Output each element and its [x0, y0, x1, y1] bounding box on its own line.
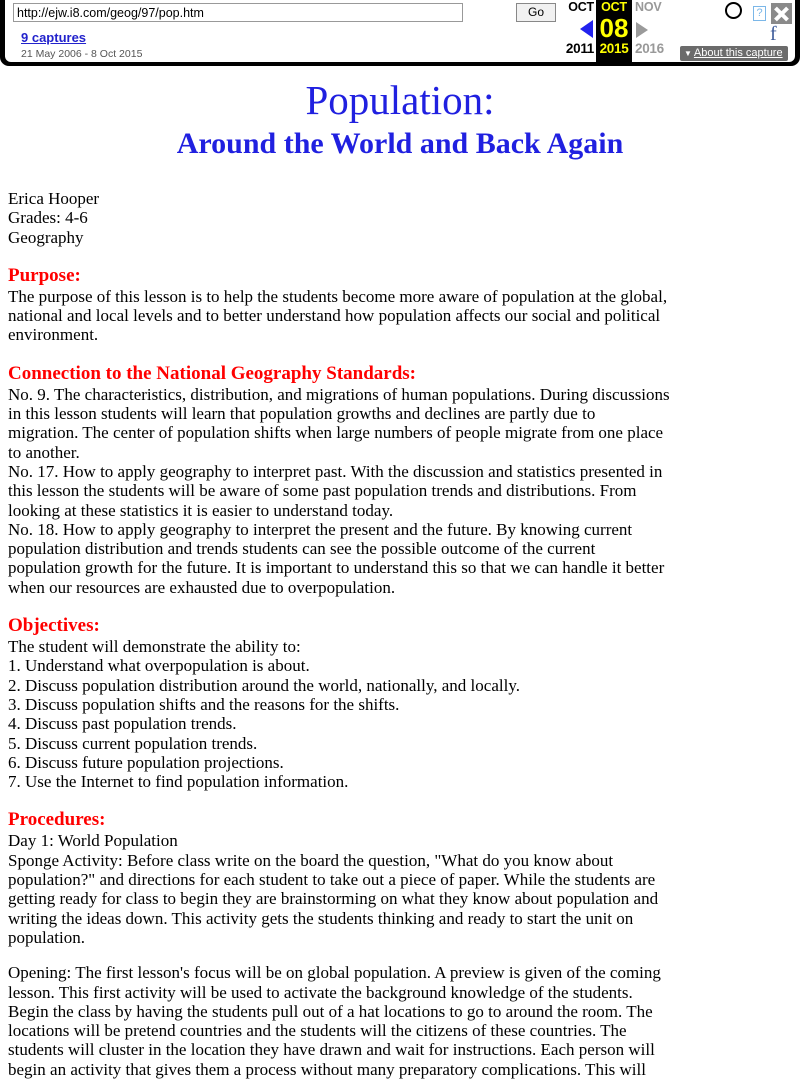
previous-month-label: OCT [568, 0, 594, 14]
current-year-label: 2015 [599, 41, 629, 56]
sponge-line: getting ready for class to begin they are brainstorming on what they know about population and [8, 889, 659, 909]
facebook-icon[interactable]: f [770, 23, 777, 45]
previous-year-label: 2011 [565, 41, 594, 56]
list-item: 1. Understand what overpopulation is about. [8, 656, 310, 676]
standards-line: when our resources are exhausted due to overpopulation. [8, 577, 396, 597]
url-input[interactable] [13, 3, 463, 22]
title-block [0, 76, 800, 161]
chevron-down-icon: ▼ [684, 49, 692, 58]
wayback-toolbar-inner [5, 0, 795, 62]
day-label: Day 1: World Population [8, 831, 178, 851]
author-name: Erica Hooper [8, 189, 100, 208]
wayback-toolbar [0, 0, 800, 66]
list-item: 3. Discuss population shifts and the reasons for the shifts. [8, 694, 400, 714]
purpose-line: national and local levels and to better understand how population affects our social and political [8, 306, 661, 326]
standards-line: migration. The center of population shifts when large numbers of people migrate from one place [8, 423, 664, 443]
go-button[interactable]: Go [516, 3, 556, 22]
list-item: 6. Discuss future population projections. [8, 752, 284, 772]
objectives-body [8, 637, 800, 791]
purpose-line: The purpose of this lesson is to help the students become more aware of population at the global, [8, 286, 668, 306]
opening-line: Opening: The first lesson's focus will be on global population. A preview is given of the coming [8, 963, 661, 983]
opening-line: begin an activity that gives them a process without many preparatory complications. This will [8, 1059, 646, 1079]
standards-line: No. 18. How to apply geography to interpret the present and the future. By knowing current [8, 519, 633, 539]
byline-block [8, 189, 800, 247]
procedures-heading: Procedures: [8, 809, 106, 831]
next-month-label: NOV [635, 0, 662, 14]
standards-heading: Connection to the National Geography Standards: [8, 362, 416, 384]
list-item: 7. Use the Internet to find population information. [8, 772, 349, 792]
page-title: Population: [305, 77, 495, 123]
previous-capture-arrow-icon[interactable] [580, 20, 593, 38]
standards-body [8, 385, 800, 597]
list-item: 2. Discuss population distribution around the world, nationally, and locally. [8, 675, 520, 695]
about-this-capture-label: About this capture [693, 47, 783, 59]
objectives-intro: The student will demonstrate the ability to: [8, 637, 301, 657]
purpose-heading: Purpose: [8, 264, 81, 286]
previous-capture-column[interactable] [558, 0, 596, 62]
date-navigator [558, 0, 685, 62]
current-capture-column[interactable] [596, 0, 632, 62]
standards-line: this lesson the students will be aware of some past population trends and distributions. From [8, 481, 637, 501]
capture-date-range: 21 May 2006 - 8 Oct 2015 [21, 48, 143, 60]
standards-line: in this lesson students will learn that population growths and declines are partly due to [8, 404, 596, 424]
close-icon[interactable] [771, 3, 792, 24]
about-this-capture-button[interactable] [680, 46, 788, 61]
next-capture-arrow-icon[interactable] [636, 22, 648, 38]
standards-line: population growth for the future. It is important to understand this so that we can handle it better [8, 558, 665, 578]
loading-circle-icon [725, 2, 742, 19]
subject-label: Geography [8, 227, 84, 247]
page-content [0, 76, 800, 1079]
standards-line: No. 17. How to apply geography to interpret past. With the discussion and statistics presented in [8, 461, 663, 481]
opening-line: students will cluster in the location they have drawn and wait for instructions. Each person will [8, 1040, 655, 1060]
procedures-body [8, 831, 800, 1079]
standards-line: population distribution and trends students can see the possible outcome of the current [8, 539, 596, 559]
grades-label: Grades: 4-6 [8, 208, 88, 228]
opening-line: locations will be pretend countries and the students will the citizens of these countries. The [8, 1021, 627, 1041]
next-capture-column[interactable] [632, 0, 680, 62]
sponge-line: population?" and directions for each student to take out a piece of paper. While the students are [8, 870, 656, 890]
url-bar-row [13, 3, 558, 25]
standards-line: to another. [8, 442, 80, 462]
purpose-line: environment. [8, 325, 99, 345]
list-item: 4. Discuss past population trends. [8, 714, 237, 734]
current-month-label: OCT [601, 0, 627, 14]
list-item: 5. Discuss current population trends. [8, 733, 258, 753]
standards-line: looking at these statistics it is easier to understand today. [8, 500, 394, 520]
sponge-line: population. [8, 927, 85, 947]
opening-line: lesson. This first activity will be used to activate the background knowledge of the students. [8, 982, 633, 1002]
objectives-heading: Objectives: [8, 615, 100, 637]
page-subtitle: Around the World and Back Again [176, 127, 624, 160]
captures-count-link[interactable]: 9 captures [21, 30, 87, 45]
current-day-label: 08 [599, 13, 629, 43]
help-question-icon[interactable]: ? [753, 6, 766, 21]
sponge-line: writing the ideas down. This activity gets the students thinking and ready to start the unit on [8, 908, 634, 928]
standards-line: No. 9. The characteristics, distribution, and migrations of human populations. During discussions [8, 384, 670, 404]
sponge-line: Sponge Activity: Before class write on the board the question, "What do you know about [8, 850, 614, 870]
purpose-body [8, 287, 800, 345]
opening-line: Begin the class by having the students pull out of a hat locations to go to around the room. The [8, 1001, 653, 1021]
paragraph-spacer [8, 947, 800, 963]
next-year-label: 2016 [635, 41, 664, 56]
